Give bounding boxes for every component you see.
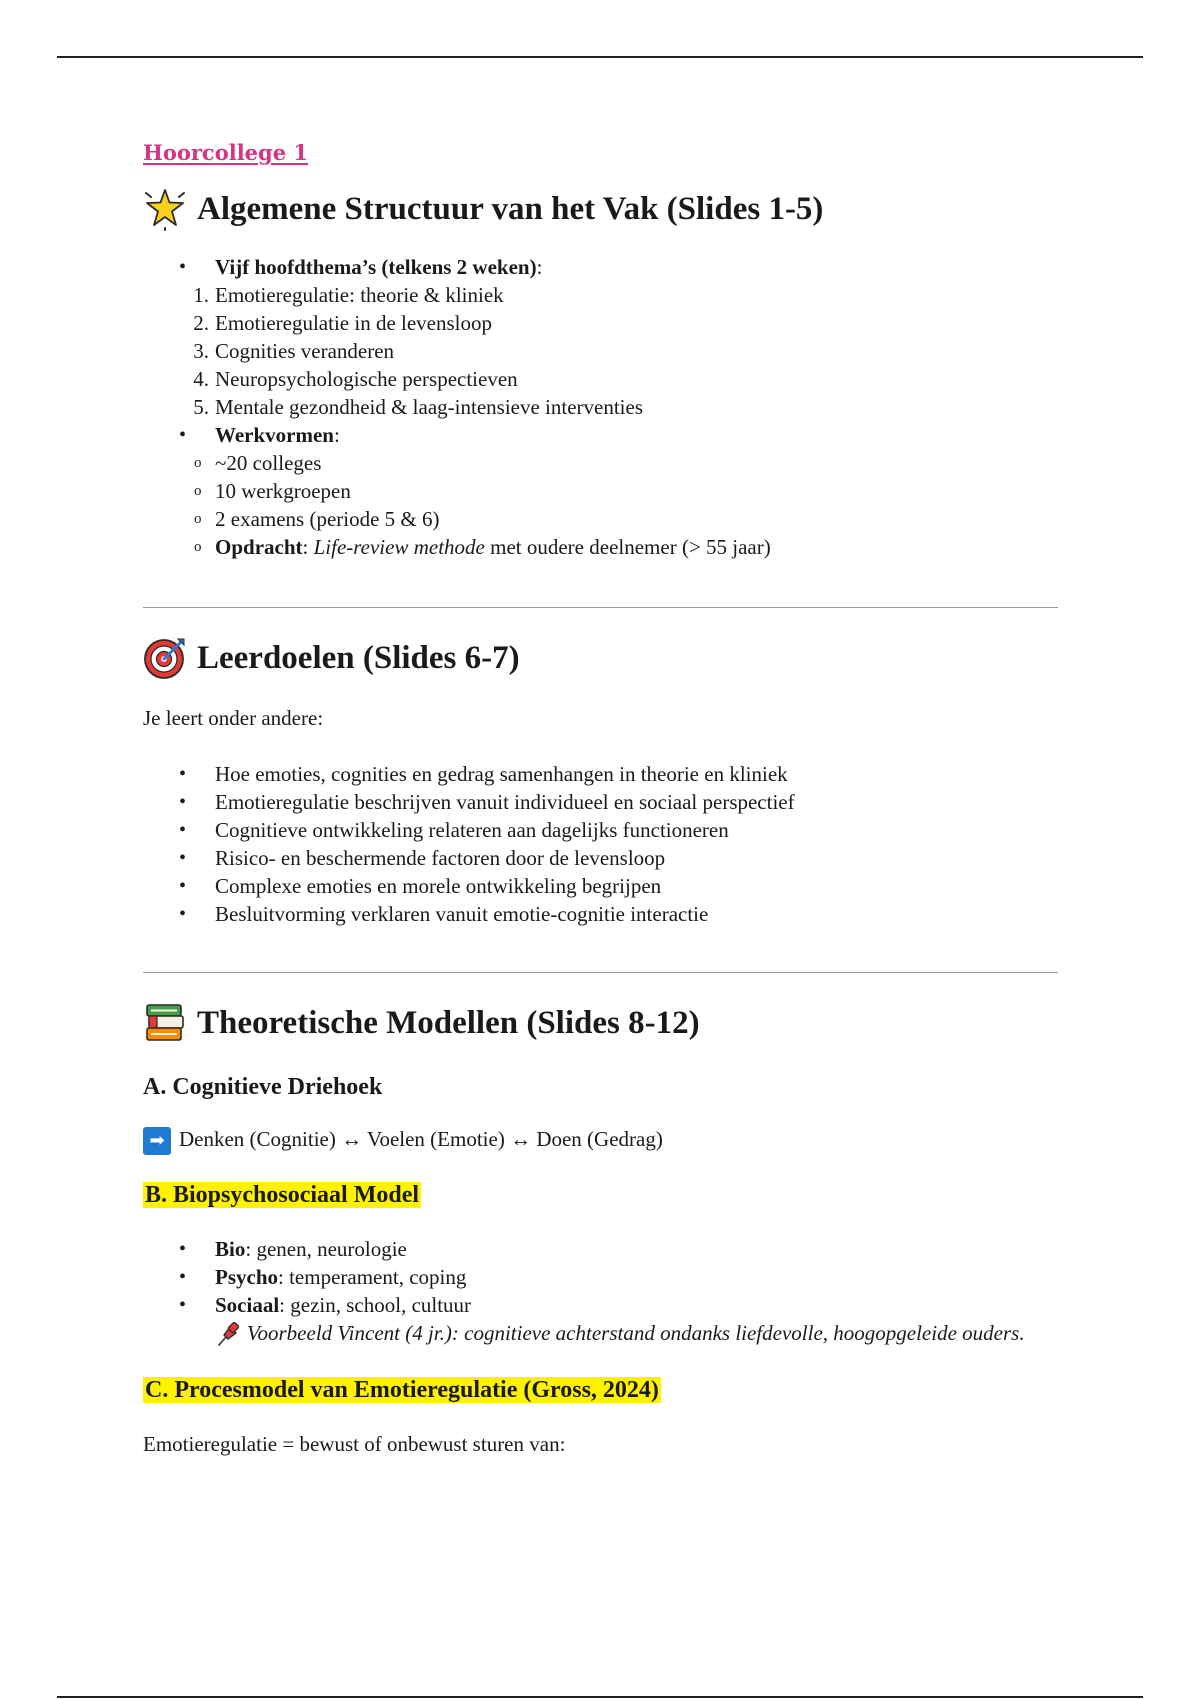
page-bottom-rule xyxy=(57,1696,1143,1698)
lecture-title: Hoorcollege 1 xyxy=(143,140,308,165)
goal-item: • Emotieregulatie beschrijven vanuit individueel en sociaal perspectief xyxy=(143,788,1058,816)
vincent-example-text: Voorbeeld Vincent (4 jr.): cognitieve achterstand ondanks liefdevolle, hoogopgeleide ouders. xyxy=(247,1321,1025,1346)
model-b-title-text: B. Biopsychosociaal Model xyxy=(145,1182,420,1209)
themes-label: Vijf hoofdthema’s (telkens 2 weken) xyxy=(215,255,537,279)
assignment-sep: : xyxy=(302,535,314,559)
themes-colon: : xyxy=(536,255,543,279)
pushpin-icon xyxy=(215,1322,241,1348)
model-c-intro: Emotieregulatie = bewust of onbewust sturen van: xyxy=(143,1432,566,1457)
model-a-text: Denken (Cognitie) ↔ Voelen (Emotie) ↔ Doen (Gedrag) xyxy=(179,1127,663,1151)
model-b-item-label: Sociaal xyxy=(215,1293,280,1318)
assignment-label: Opdracht xyxy=(215,535,303,559)
model-c-title xyxy=(143,1374,1058,1406)
model-b-item xyxy=(143,1235,1058,1263)
model-b-item-label: Psycho xyxy=(215,1265,278,1290)
goal-item: • Besluitvorming verklaren vanuit emotie-cognitie interactie xyxy=(143,900,1058,928)
section-goals-title: Leerdoelen (Slides 6-7) xyxy=(197,639,520,676)
model-b-item xyxy=(143,1263,1058,1291)
themes-list xyxy=(143,281,1058,421)
model-a-line xyxy=(143,1125,1058,1155)
form-item: o ~20 colleges xyxy=(143,449,1058,477)
form-item: o 2 examens (periode 5 & 6) xyxy=(143,505,1058,533)
theme-number: 2. xyxy=(193,311,209,335)
target-icon xyxy=(143,636,187,680)
model-b-item-sep: : xyxy=(245,1237,257,1262)
theme-text: Neuropsychologische perspectieven xyxy=(215,367,518,391)
books-icon xyxy=(143,1001,187,1045)
goal-item: • Hoe emoties, cognities en gedrag samenhangen in theorie en kliniek xyxy=(143,760,1058,788)
page-top-rule xyxy=(57,56,1143,58)
theme-number: 5. xyxy=(193,395,209,419)
model-b-list xyxy=(143,1235,1058,1348)
theme-item-3 xyxy=(143,337,1058,365)
goal-item: • Cognitieve ontwikkeling relateren aan dagelijks functioneren xyxy=(143,816,1058,844)
goal-item: • Complexe emoties en morele ontwikkeling begrijpen xyxy=(143,872,1058,900)
arrow-right-icon: ➡ xyxy=(143,1127,171,1155)
model-b-title xyxy=(143,1179,1058,1211)
model-b-item-text: temperament, coping xyxy=(289,1265,467,1290)
theme-text: Cognities veranderen xyxy=(215,339,395,363)
model-b-item-sep: : xyxy=(279,1293,291,1318)
theme-item-2 xyxy=(143,309,1058,337)
model-b-item-text: genen, neurologie xyxy=(256,1237,407,1262)
theme-text: Emotieregulatie: theorie & kliniek xyxy=(215,283,504,307)
star-icon xyxy=(143,187,187,231)
theme-item-5 xyxy=(143,393,1058,421)
list-item xyxy=(143,253,1058,421)
theme-text: Emotieregulatie in de levensloop xyxy=(215,311,492,335)
section-structure-title: Algemene Structuur van het Vak (Slides 1-5) xyxy=(197,190,824,227)
assignment-rest: met oudere deelnemer (> 55 jaar) xyxy=(484,535,771,559)
forms-label: Werkvormen xyxy=(215,423,334,447)
goals-list xyxy=(143,760,1058,928)
document-content xyxy=(143,140,1058,1458)
theme-text: Mentale gezondheid & laag-intensieve interventies xyxy=(215,395,644,419)
model-a-title: A. Cognitieve Driehoek xyxy=(143,1074,383,1100)
vincent-example xyxy=(215,1319,1058,1348)
structure-list xyxy=(143,253,1058,561)
model-b-item xyxy=(143,1291,1058,1348)
section-models-heading xyxy=(143,1001,1058,1045)
list-item xyxy=(143,421,1058,561)
goals-intro: Je leert onder andere: xyxy=(143,706,324,730)
model-b-item-sep: : xyxy=(278,1265,290,1290)
assignment-item xyxy=(143,533,1058,561)
forms-list xyxy=(143,449,1058,561)
form-item: o 10 werkgroepen xyxy=(143,477,1058,505)
section-models-title: Theoretische Modellen (Slides 8-12) xyxy=(197,1004,700,1041)
theme-number: 3. xyxy=(193,339,209,363)
model-b-item-label: Bio xyxy=(215,1237,246,1262)
theme-number: 1. xyxy=(193,283,209,307)
forms-colon: : xyxy=(333,423,340,447)
theme-item-1 xyxy=(143,281,1058,309)
model-b-item-text: gezin, school, cultuur xyxy=(290,1293,472,1318)
theme-number: 4. xyxy=(193,367,209,391)
section-goals-heading xyxy=(143,636,1058,680)
theme-item-4 xyxy=(143,365,1058,393)
model-c-title-text: C. Procesmodel van Emotieregulatie (Gross, 2024) xyxy=(145,1377,659,1404)
section-structure-heading xyxy=(143,187,1058,231)
assignment-method: Life-review methode xyxy=(313,535,485,559)
goal-item: • Risico- en beschermende factoren door de levensloop xyxy=(143,844,1058,872)
